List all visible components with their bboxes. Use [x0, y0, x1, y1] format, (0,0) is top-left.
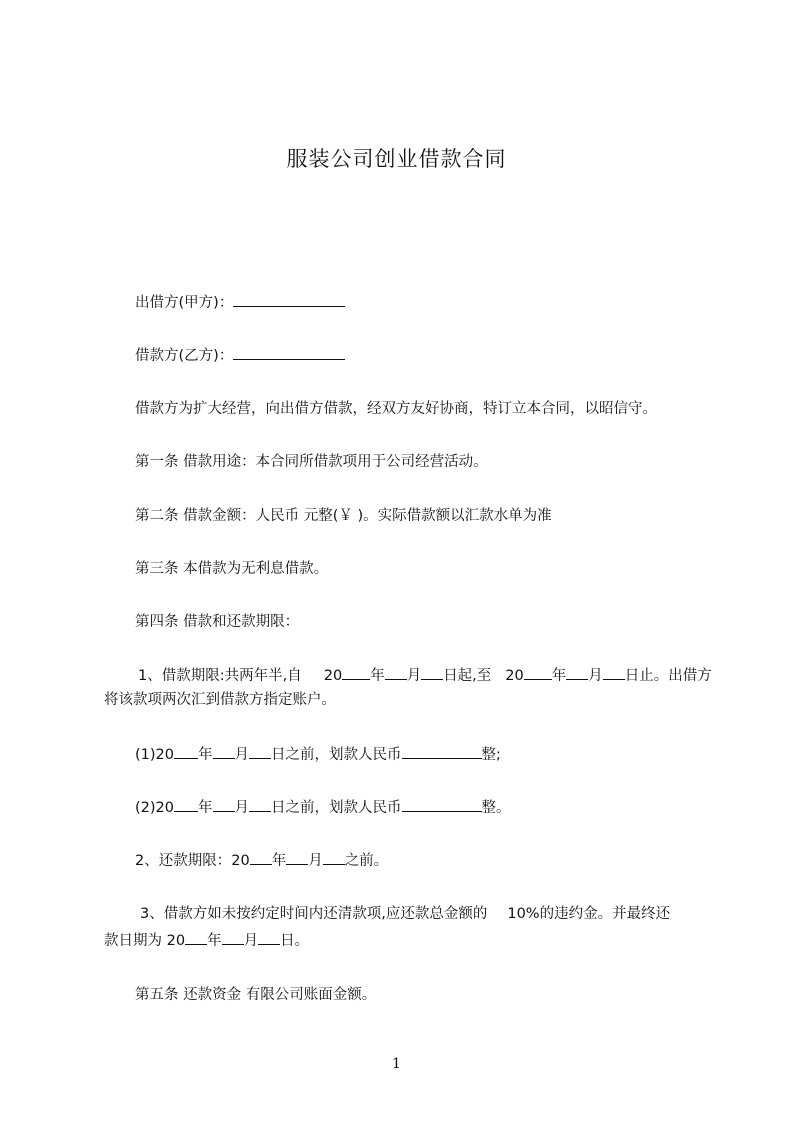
- blank: [603, 665, 625, 680]
- clause-2-text: 2、还款期限：20: [135, 853, 250, 869]
- article-4: 第四条 借款和还款期限：: [135, 614, 300, 630]
- blank: [213, 744, 235, 759]
- month-label: 月: [234, 800, 249, 816]
- clause-1-line-1: [138, 665, 712, 686]
- month-label: 月: [234, 747, 249, 763]
- installment-2: [135, 797, 511, 818]
- page-number: 1: [392, 1056, 401, 1072]
- month-label: 月: [243, 933, 259, 949]
- blank: [185, 930, 207, 945]
- blank: [385, 665, 407, 680]
- blank: [213, 797, 235, 812]
- article-3: 第三条 本借款为无利息借款。: [135, 561, 329, 577]
- year-label: 年: [207, 933, 222, 949]
- blank: [174, 797, 198, 812]
- page-title: 服装公司创业借款合同: [286, 147, 507, 171]
- blank: [566, 665, 588, 680]
- amount-blank: [402, 797, 482, 812]
- article-1: 第一条 借款用途：本合同所借款项用于公司经营活动。: [135, 454, 488, 470]
- amount-blank: [402, 744, 482, 759]
- installment-1-text: (1)20: [135, 747, 174, 763]
- blank: [323, 850, 345, 865]
- article-2: 第二条 借款金额：人民币 元整(￥ )。实际借款额以汇款水单为准: [135, 508, 552, 524]
- clause-3-text: 日。: [280, 933, 310, 949]
- year-label: 年: [198, 800, 213, 816]
- clause-1-line-2: 将该款项两次汇到借款方指定账户。: [104, 692, 336, 708]
- installment-2-text: 整。: [481, 800, 511, 816]
- year-label: 年: [271, 853, 287, 869]
- installment-1-text: 整;: [481, 747, 501, 763]
- borrower-blank: [233, 345, 345, 360]
- installment-2-text: (2)20: [135, 800, 174, 816]
- lender-label: 出借方(甲方)：: [135, 295, 234, 311]
- clause-3-text: 款日期为 20: [104, 933, 186, 949]
- blank: [286, 850, 308, 865]
- clause-3-line-2: [104, 930, 309, 951]
- clause-1-year-prefix: 20: [323, 668, 343, 684]
- borrower-label: 借款方(乙方)：: [135, 348, 234, 364]
- blank: [222, 930, 244, 945]
- year-label: 年: [198, 747, 213, 763]
- blank: [342, 665, 370, 680]
- year-label: 年: [551, 668, 567, 684]
- clause-3-text: 3、借款方如未按约定时间内还清款项,应还款总金额的: [140, 906, 488, 922]
- borrower-line: [135, 345, 345, 366]
- intro-paragraph: 借款方为扩大经营，向出借方借款，经双方友好协商，特订立本合同，以昭信守。: [135, 401, 657, 417]
- lender-blank: [233, 292, 345, 307]
- lender-line: [135, 292, 345, 313]
- clause-1-text: 日起,至: [443, 668, 492, 684]
- blank: [174, 744, 198, 759]
- year-label: 年: [370, 668, 385, 684]
- blank: [249, 744, 271, 759]
- blank: [258, 930, 280, 945]
- clause-3-text: 10%的违约金。并最终还: [507, 906, 671, 922]
- month-label: 月: [406, 668, 422, 684]
- month-label: 月: [588, 668, 603, 684]
- clause-1-text: 日止。出借方: [624, 668, 712, 684]
- clause-2-text: 之前。: [344, 853, 389, 869]
- clause-3-line-1: [140, 904, 670, 924]
- blank: [421, 665, 443, 680]
- clause-1-year-prefix: 20: [505, 668, 524, 684]
- clause-1-text: 1、借款期限:共两年半,自: [138, 668, 302, 684]
- blank: [249, 797, 271, 812]
- article-5: 第五条 还款资金 有限公司账面金额。: [135, 987, 377, 1003]
- blank: [250, 850, 272, 865]
- month-label: 月: [308, 853, 323, 869]
- installment-1-text: 日之前，划款人民币: [271, 747, 402, 763]
- clause-2: [135, 850, 388, 871]
- installment-1: [135, 744, 501, 765]
- blank: [524, 665, 552, 680]
- installment-2-text: 日之前，划款人民币: [271, 800, 402, 816]
